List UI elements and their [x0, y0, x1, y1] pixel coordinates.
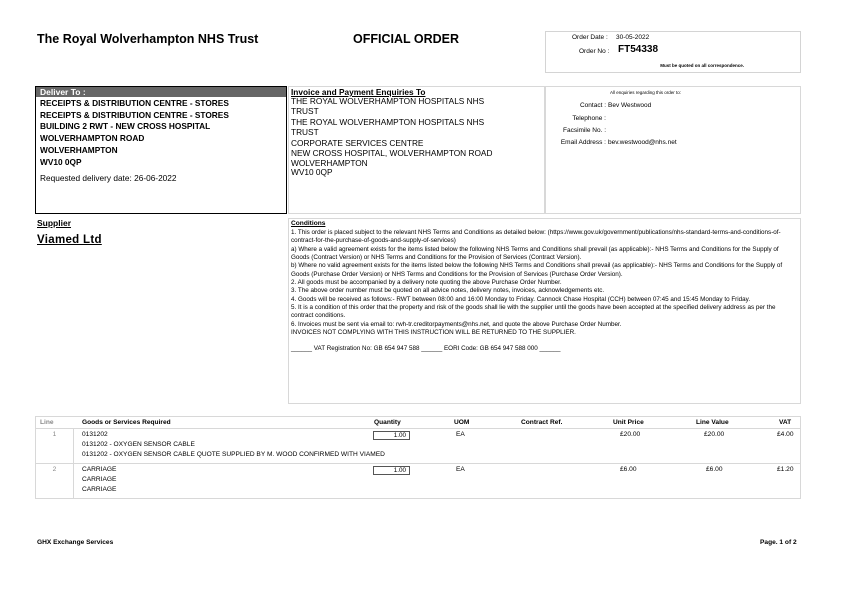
address-line: RECEIPTS & DISTRIBUTION CENTRE - STORES — [40, 109, 229, 120]
line-value-value: £20.00 — [704, 431, 725, 438]
table-row — [35, 429, 801, 464]
email-value[interactable]: bev.westwood@nhs.net — [608, 139, 677, 146]
line-number: 1 — [36, 429, 74, 463]
order-lines-table — [35, 416, 801, 499]
invoice-heading: Invoice and Payment Enquiries To — [291, 87, 426, 97]
col-uom: UOM — [454, 419, 470, 426]
conditions-heading: Conditions — [291, 220, 326, 227]
document-title: OFFICIAL ORDER — [353, 32, 460, 46]
uom-value: EA — [456, 431, 465, 438]
condition-paragraph: 3. The above order number must be quoted on all advice notes, delivery notes, invoices, acknowledgements etc. — [291, 287, 605, 295]
line-value-value: £6.00 — [706, 466, 723, 473]
condition-paragraph: 6. Invoices must be sent via email to: rwh-tr.creditorpayments@nhs.net, and quote the above Purchase Order Number. — [291, 320, 622, 328]
invoice-line: THE ROYAL WOLVERHAMPTON HOSPITALS NHS — [291, 117, 485, 128]
vat-value: £1.20 — [777, 466, 794, 473]
supplier-heading: Supplier — [37, 218, 72, 228]
address-line: RECEIPTS & DISTRIBUTION CENTRE - STORES — [40, 98, 229, 108]
address-line: WOLVERHAMPTON — [40, 144, 118, 155]
invoice-line: NEW CROSS HOSPITAL, WOLVERHAMPTON ROAD — [291, 147, 493, 158]
order-date-value: 30-05-2022 — [616, 34, 650, 41]
vat-registration: ______ VAT Registration No: GB 654 947 588 ______ EORI Code: GB 654 947 588 000 ______ — [291, 345, 561, 353]
vat-value: £4.00 — [777, 431, 794, 438]
correspondence-note: Must be quoted on all correspondence. — [660, 63, 744, 68]
invoice-line: TRUST — [291, 126, 319, 137]
address-line: WOLVERHAMPTON ROAD — [40, 133, 145, 144]
table-header — [35, 416, 801, 429]
unit-price-value: £6.00 — [620, 466, 637, 473]
invoice-line: WOLVERHAMPTON — [291, 157, 368, 168]
enquiries-note: All enquiries regarding this order to: — [610, 90, 682, 95]
conditions-box — [288, 218, 801, 404]
order-no-label: Order No : — [579, 48, 610, 55]
order-info-box — [545, 31, 801, 73]
col-unit-price: Unit Price — [613, 419, 644, 426]
address-line: BUILDING 2 RWT - NEW CROSS HOSPITAL — [40, 121, 211, 132]
deliver-to-box — [35, 86, 287, 214]
quantity-value: 1.00 — [373, 466, 410, 475]
condition-paragraph: 5. It is a condition of this order that the property and risk of the goods shall lie with the supplier until the goods have been accepted at the specified delivery address as per the contract conditions. — [291, 304, 776, 320]
col-vat: VAT — [779, 419, 792, 426]
deliver-to-address — [36, 97, 286, 169]
fax-label: Facsimile No. : — [563, 127, 606, 134]
unit-price-value: £20.00 — [620, 431, 641, 438]
invoice-line: WV10 0QP — [291, 167, 333, 178]
col-quantity: Quantity — [374, 419, 401, 426]
email-label: Email Address : — [560, 139, 606, 146]
page-number: Page. 1 of 2 — [760, 539, 797, 546]
goods-code: 0131202 — [82, 431, 108, 438]
condition-paragraph: 2. All goods must be accompanied by a delivery note quoting the above Purchase Order Number. — [291, 279, 562, 287]
address-line: WV10 0QP — [40, 156, 82, 167]
col-contract: Contract Ref. — [521, 419, 563, 426]
conditions-text — [291, 229, 798, 337]
col-goods: Goods or Services Required — [82, 419, 171, 426]
contact-value: Bev Westwood — [608, 102, 652, 109]
goods-description: CARRIAGE — [82, 476, 117, 483]
contact-box — [545, 86, 801, 214]
table-row — [35, 464, 801, 499]
quantity-value: 1.00 — [373, 431, 410, 440]
goods-note: CARRIAGE — [82, 486, 117, 493]
organisation-name: The Royal Wolverhampton NHS Trust — [37, 32, 259, 46]
line-number: 2 — [36, 464, 74, 498]
condition-paragraph: INVOICES NOT COMPLYING WITH THIS INSTRUCTION WILL BE RETURNED TO THE SUPPLIER. — [291, 329, 576, 337]
requested-delivery-date: Requested delivery date: 26-06-2022 — [40, 173, 177, 184]
order-date-label: Order Date : — [572, 34, 608, 41]
condition-paragraph: 4. Goods will be received as follows:- RWT between 08:00 and 16:00 Monday to Friday. Cannock Chase Hospital (CCH) between 07:45 and 15:45 Monday to Friday. — [291, 295, 751, 303]
invoice-line: CORPORATE SERVICES CENTRE — [291, 138, 424, 149]
deliver-to-heading: Deliver To : — [36, 87, 286, 97]
supplier-name: Viamed Ltd — [37, 234, 102, 246]
invoice-line: THE ROYAL WOLVERHAMPTON HOSPITALS NHS — [291, 96, 485, 106]
invoice-line: TRUST — [291, 105, 319, 116]
col-line-value: Line Value — [696, 419, 729, 426]
uom-value: EA — [456, 466, 465, 473]
footer-service: GHX Exchange Services — [37, 539, 114, 546]
contact-label: Contact : — [579, 102, 606, 109]
goods-description: 0131202 - OXYGEN SENSOR CABLE — [82, 441, 195, 448]
condition-paragraph: 1. This order is placed subject to the relevant NHS Terms and Conditions as detailed below: (https://www.gov.uk/government/publications/nhs-standard-terms-and-conditions-of-contract-for-the-purchase-of-goods-and-supply-of-services) — [291, 229, 781, 245]
goods-note: 0131202 - OXYGEN SENSOR CABLE QUOTE SUPPLIED BY M. WOOD CONFIRMED WITH VIAMED — [82, 451, 385, 458]
condition-paragraph: b) Where no valid agreement exists for the items listed below the following NHS Terms and Conditions shall prevail (as applicable):- NHS Terms and Conditions for the Supply of Goods (Purchase Order Version) or NHS Terms and Conditions for the Provision of Services (Purchase Order Version). — [291, 262, 783, 278]
condition-paragraph: a) Where a valid agreement exists for the items listed below the following NHS Terms and Conditions shall prevail (as applicable):- NHS Terms and Conditions for the Supply of Goods (Contract Version) or NHS Terms and Conditions for the Provision of Services (Contract Version). — [291, 245, 779, 262]
col-line: Line — [40, 419, 54, 426]
goods-code: CARRIAGE — [82, 466, 117, 473]
order-no-value: FT54338 — [618, 44, 659, 55]
telephone-label: Telephone : — [572, 115, 606, 122]
